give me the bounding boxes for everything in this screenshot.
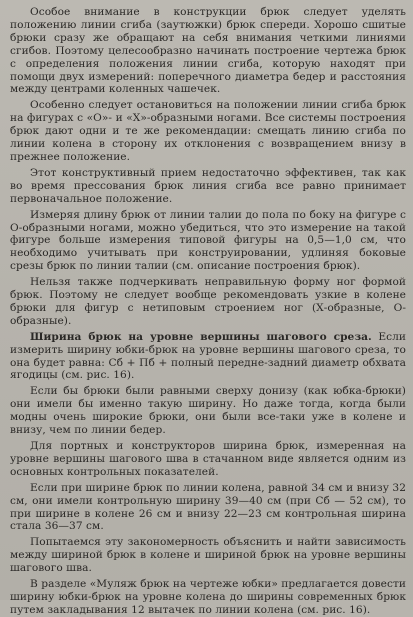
paragraph-length-measure: Измеряя длину брюк от линии талии до пола по боку на фигуре с О-образными ногами, можно убедиться, что это измерение на такой фигуре больше измерения типовой фигуры на 0,5—1,0 см, что необходимо учитывать при конструировании, удлиняя боковые срезы брюк по линии талии (см. описание построения брюк). [10, 208, 406, 273]
paragraph-pressing: Этот конструктивный прием недостаточно эффективен, так как во время прессования брюк линия сгиба все равно принимает первоначальное положение. [10, 166, 406, 205]
paragraph-crease-line: Особое внимание в конструкции брюк следует уделять положению линии сгиба (заутюжки) брюк спереди. Хорошо сшитые брюки сразу же обращают на себя внимания четкими линиями сгибов. Поэтому целесообразно начинать построение чертежа брюк с определения положения линии сгиба, которую находят при помощи двух измерений: поперечного диаметра бедер и расстояния между центрами коленных чашечек. [10, 6, 406, 96]
paragraph-o-x-legs: Особенно следует остановиться на положении линии сгиба брюк на фигурах с «О»- и «Х»-образными ногами. Все системы построения брюк дают одни и те же рекомендации: смещать линию сгиба по линии колена в сторону их отклонения с возвращением внизу в прежнее положение. [10, 99, 406, 163]
paragraph-equal-width: Если бы брюки были равными сверху донизу (как юбка-брюки) они имели бы именно такую ширину. Но даже тогда, когда были модны очень широкие брюки, они были все-таки уже в колене и внизу, чем по линии бедер. [10, 385, 406, 437]
paragraph-crotch-width: Ширина брюк на уровне вершины шагового среза. Если измерить ширину юбки-брюк на уровне вершины шагового среза, то она будет равна: Сб + Пб + полный передне-задний диаметр обхвата ягодицы (см. рис. 16). [10, 330, 407, 382]
paragraph-dependency: Попытаемся эту закономерность объяснить и найти зависимость между шириной брюк в колене и шириной брюк на уровне вершины шагового шва. [10, 536, 406, 575]
paragraph-mock-skirt: В разделе «Муляж брюк на чертеже юбки» предлагается довести ширину юбки-брюк на уровне колена до ширины современных брюк путем закладывания 12 вытачек по линии колена (см. рис. 16). [10, 578, 406, 616]
paragraph-control-indicator: Для портных и конструкторов ширина брюк, измеренная на уровне вершины шагового шва в стачанном виде является одним из основных контрольных показателей. [10, 440, 406, 478]
paragraph-control-width: Если при ширине брюк по линии колена, равной 34 см и внизу 32 см, они имели контрольную ширину 39—40 см (при Сб — 52 см), то при ширине в колене 26 см и внизу 22—23 см контрольная ширина стала 36—37 см. [10, 481, 406, 533]
paragraph-leg-shape: Нельзя также подчеркивать неправильную форму ног формой брюк. Поэтому не следует вообще рекомендовать узкие в колене брюки для фигур с нетиповым строением ног (Х-образные, О-образные). [10, 276, 406, 327]
section-heading: Ширина брюк на уровне вершины шагового среза. [30, 330, 372, 343]
